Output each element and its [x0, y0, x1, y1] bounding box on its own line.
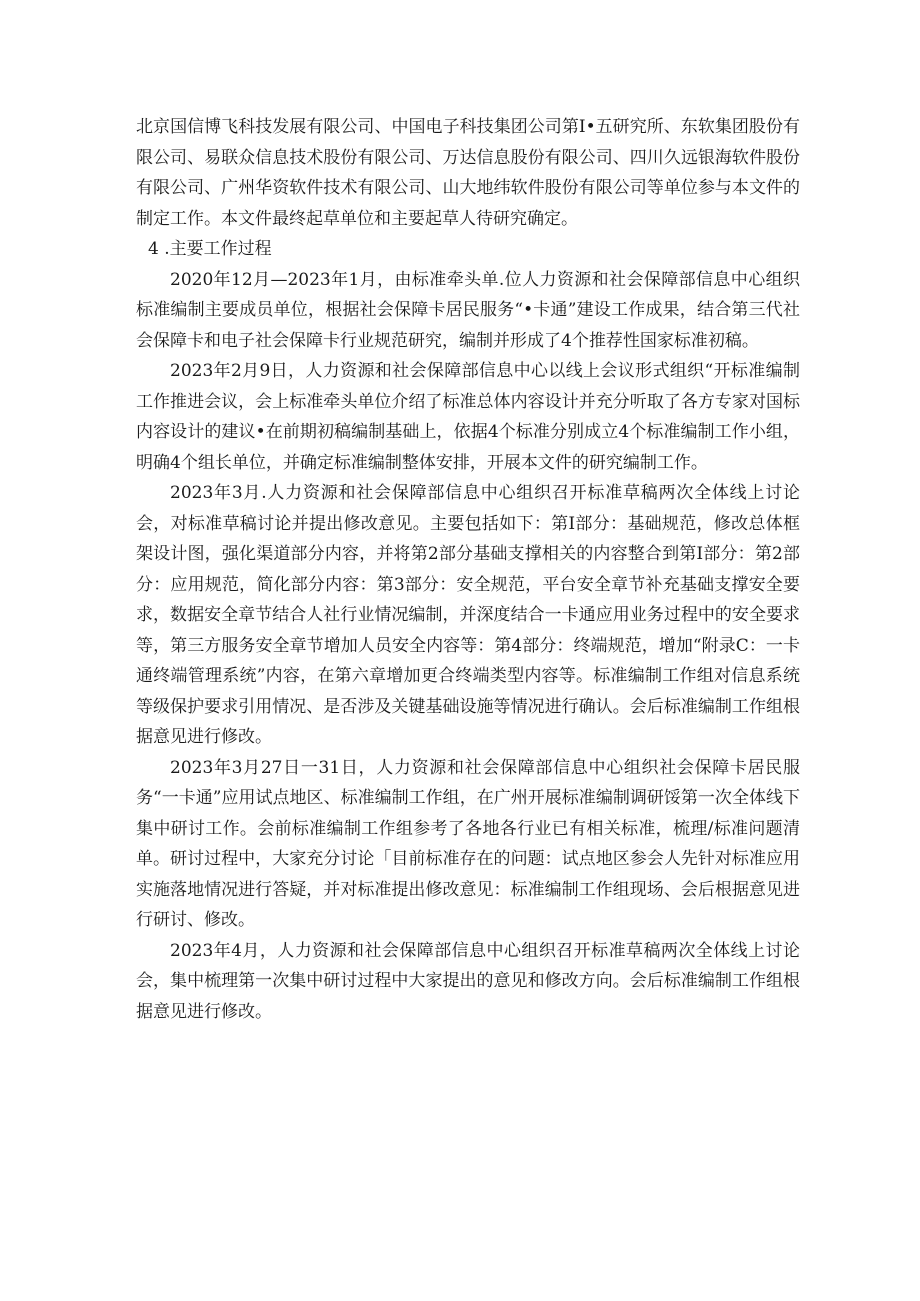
paragraph-2023-mar-27: 2023年3月27日一31日，人力资源和社会保障部信息中心组织社会保障卡居民服务“一卡通”应用试点地区、标准编制工作组，在广州开展标准编制调研馁第一次全体线下集中研讨工作。会前标准编制工作组参考了各地各行业已有相关标准，梳理/标准问题清单。研讨过程中，大家充分讨论「目前标准存在的问题：试点地区参会人先针对标准应用实施落地情况进行答疑，并对标准提出修改意见：标准编制工作组现场、会后根据意见进行研讨、修改。 [136, 757, 800, 930]
paragraph-2020-2023: 2020年12月—2023年1月，由标准牵头单.位人力资源和社会保障部信息中心组织标准编制主要成员单位，根据社会保障卡居民服务“•卡通”建设工作成果，结合第三代社会保障卡和电子社会保障卡行业规范研究，编制并形成了4个推荐性国家标准初稿。 [136, 269, 800, 351]
paragraph-2023-apr: 2023年4月，人力资源和社会保障部信息中心组织召开标准草稿两次全体线上讨论会，集中梳理第一次集中研讨过程中大家提出的意见和修改方向。会后标准编制工作组根据意见进行修改。 [136, 940, 800, 1022]
document-body [136, 112, 800, 1027]
paragraph-2023-feb: 2023年2月9日，人力资源和社会保障部信息中心以线上会议形式组织“开标准编制工作推进会议，会上标准牵头单位介绍了标准总体内容设计并充分听取了各方专家对国标内容设计的建议•在前期初稿编制基础上，依据4个标准分别成立4个标准编制工作小组，明确4个组长单位，并确定标准编制整体安排，开展本文件的研究编制工作。 [136, 361, 800, 473]
paragraph-participants: 北京国信博飞科技发展有限公司、中国电子科技集团公司第I•五研究所、东软集团股份有限公司、易联众信息技术股份有限公司、万达信息股份有限公司、四川久远银海软件股份有限公司、广州华资软件技术有限公司、山大地纬软件股份有限公司等单位参与本文件的制定工作。本文件最终起草单位和主要起草人待研究确定。 [136, 117, 800, 229]
section-heading-work-process: 4 .主要工作过程 [148, 239, 272, 259]
paragraph-2023-mar: 2023年3月.人力资源和社会保障部信息中心组织召开标准草稿两次全体线上讨论会，对标准草稿讨论并提出修改意见。主要包括如下：第I部分：基础规范，修改总体框架设计图，强化渠道部分内容，并将第2部分基础支撑相关的内容整合到第I部分：第2部分：应用规范，简化部分内容：第3部分：安全规范，平台安全章节补充基础支撑安全要求，数据安全章节结合人社行业情况编制，并深度结合一卡通应用业务过程中的安全要求等，第三方服务安全章节增加人员安全内容等：第4部分：终端规范，增加“附录C：一卡通终端管理系统”内容，在第六章增加更合终端类型内容等。标准编制工作组对信息系统等级保护要求引用情况、是否涉及关键基础设施等情况进行确认。会后标准编制工作组根据意见进行修改。 [136, 483, 800, 747]
